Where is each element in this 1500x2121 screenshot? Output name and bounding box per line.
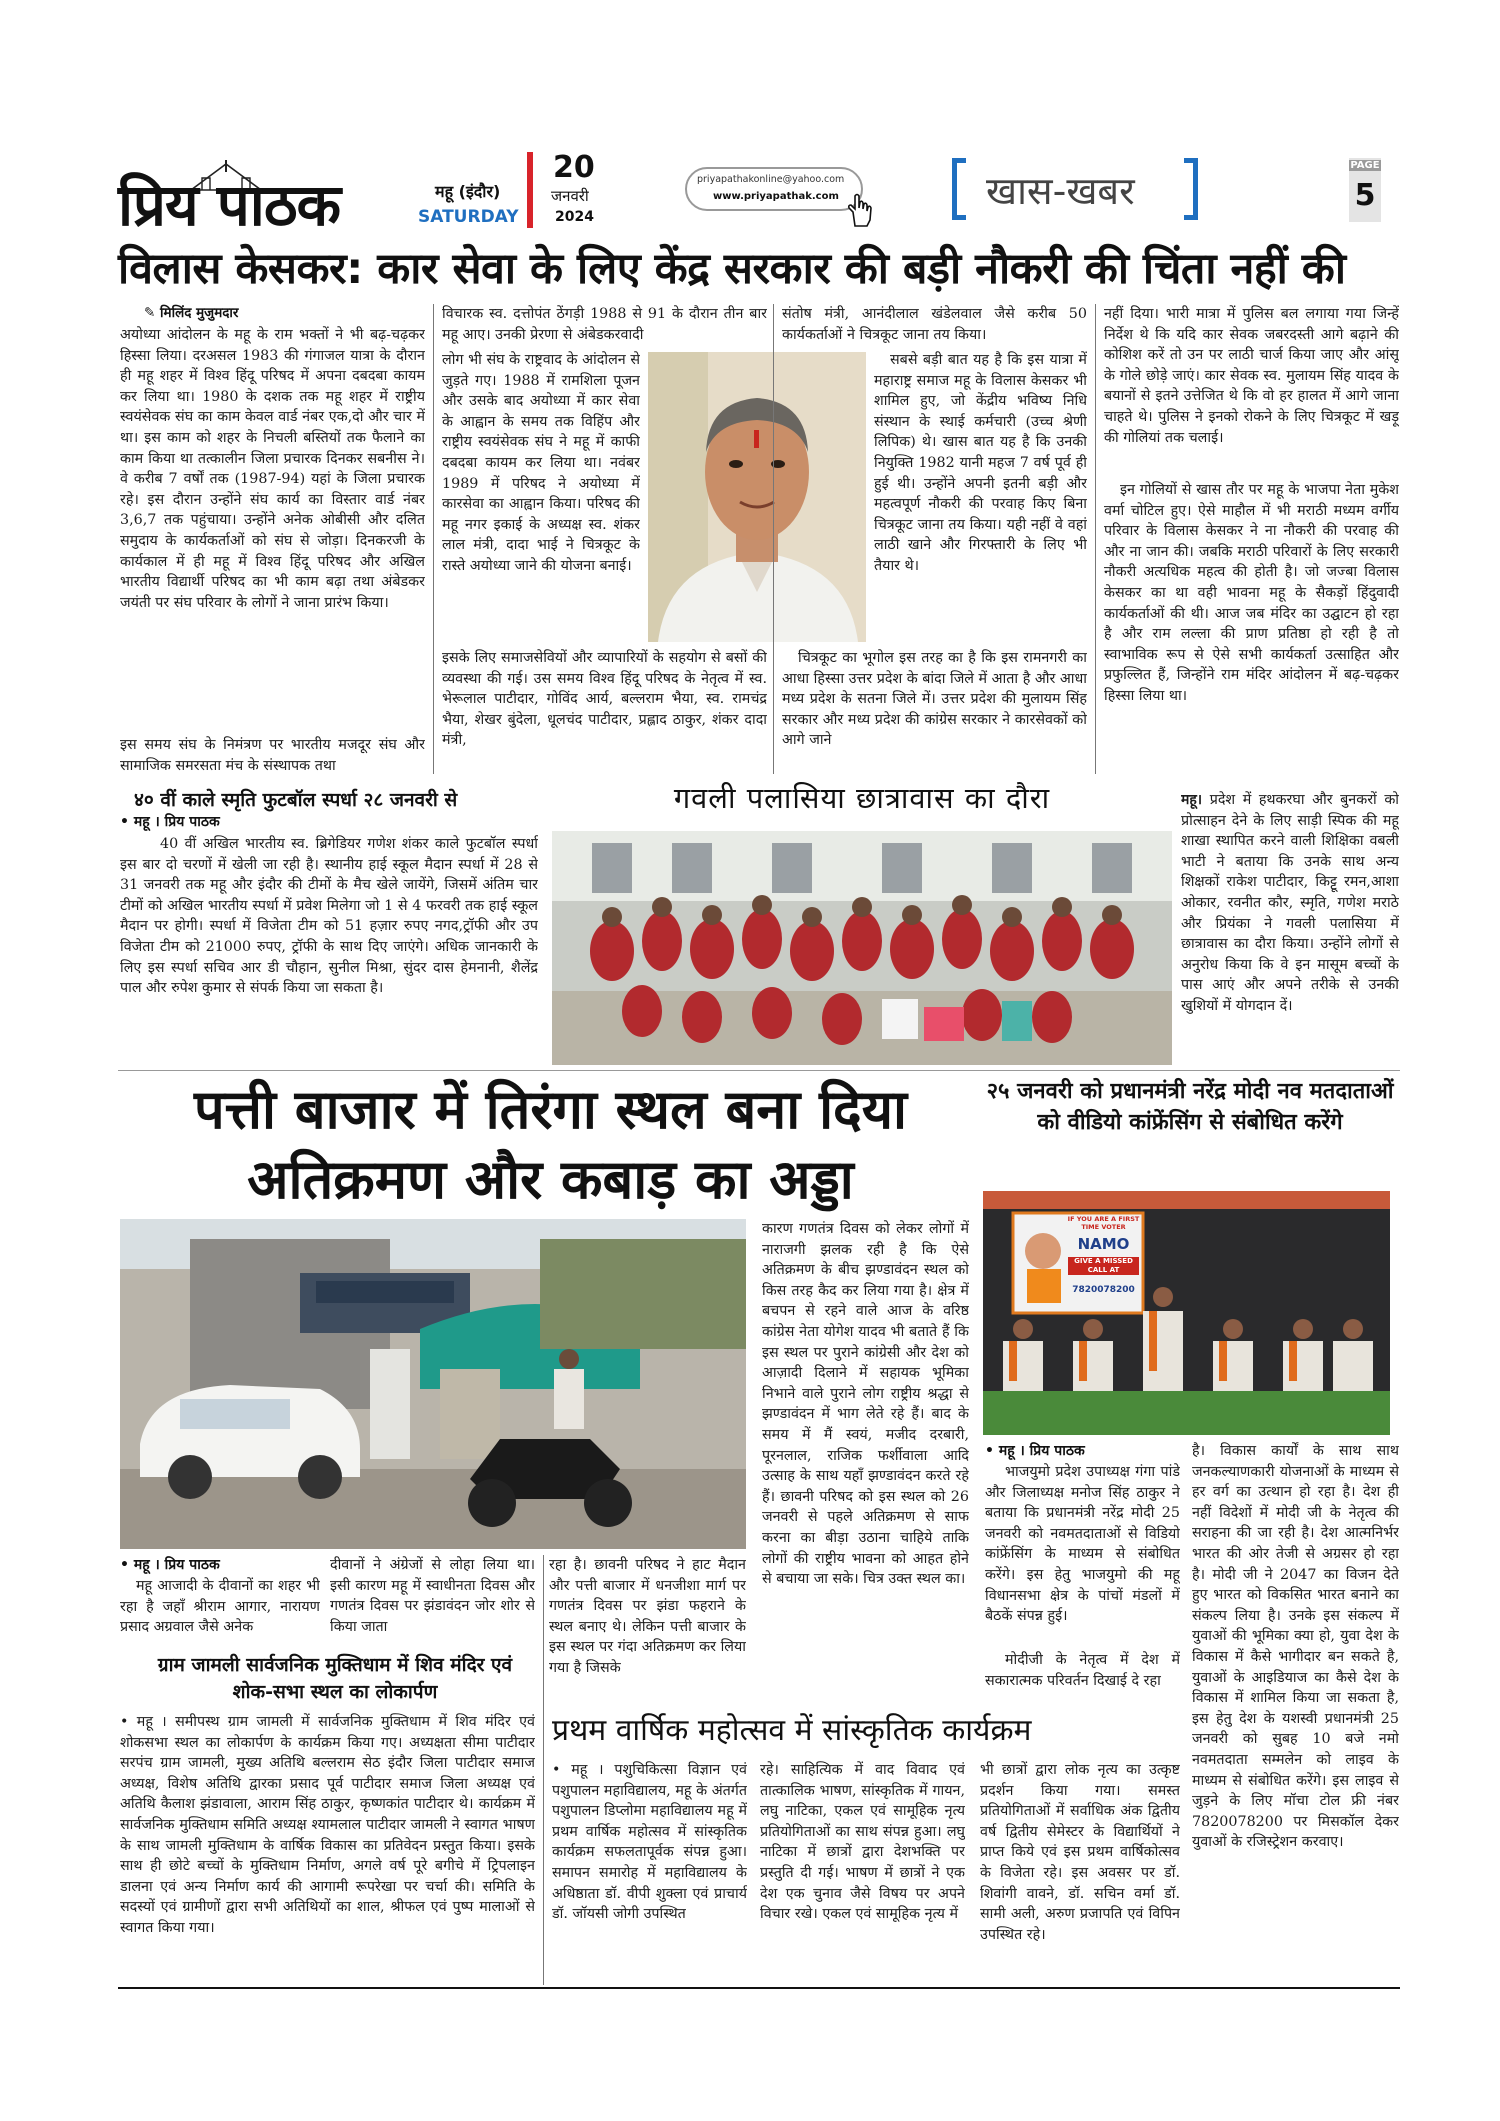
- divider-mid: [118, 1070, 1400, 1071]
- tiranga-col2: दीवानों ने अंग्रेजों से लोहा लिया था। इसी कारण महू में स्वाधीनता दिवस और गणतंत्र दिवस पर झंडावंदन जोर शोर से किया जाता: [330, 1557, 535, 1635]
- tiranga-credit: • महू । प्रिय पाठक: [120, 1557, 220, 1573]
- lead-col3c: चित्रकूट का भूगोल इस तरह का है कि इस रामनगरी का आधा हिस्सा उत्तर प्रदेश के बांदा जिले में आता है और आधा मध्य प्रदेश के सतना जिले में। उत्तर प्रदेश की मुलायम सिंह सरकार और मध्य प्रदेश की कांग्रेस सरकार ने कारसेवकों को आगे जाने: [782, 650, 1087, 749]
- jamli-headline: ग्राम जामली सार्वजनिक मुक्तिधाम में शिव मंदिर एवं शोक-सभा स्थल का लोकार्पण: [157, 1654, 513, 1703]
- date-year: 2024: [555, 209, 594, 225]
- hand-pointer-icon: [845, 192, 875, 228]
- logo-text: प्रिय पाठक: [118, 171, 341, 239]
- annual-col2: रहे। साहित्यिक में वाद विवाद एवं तात्कालिक भाषण, सांस्कृतिक में गायन, लघु नाटिका, एकल एवं सामूहिक नृत्य प्रतियोगिताओं का साथ संपन्न हुआ। लघु नाटिका में छात्रों द्वारा देशभक्ति पर प्रस्तुति दी गई। भाषण में छात्रों ने एक देश एक चुनाव जैसे विषय पर अपने विचार रखे। एकल एवं सामूहिक नृत्य में: [760, 1762, 965, 1923]
- hostel-headline: गवली पलासिया छात्रावास का दौरा: [673, 781, 1051, 815]
- edition-day: SATURDAY: [418, 207, 519, 227]
- date-divider: [527, 152, 533, 228]
- portrait-photo: [648, 352, 866, 642]
- bottom-rule: [118, 1987, 1400, 1989]
- page-number: 5: [1354, 178, 1376, 213]
- banner-namo: NAMO: [1077, 1235, 1130, 1253]
- tiranga-col4: कारण गणतंत्र दिवस को लेकर लोगों में नाराजगी झलक रही है कि ऐसे अतिक्रमण के बीच झण्डावंदन स्थल को किस तरह कैद कर लिया गया है। क्षेत्र में बचपन से रहने वाले आज के वरिष्ठ कांग्रेस नेता योगेश यादव भी बताते हैं कि इस स्थल पर पुराने कांग्रेसी और देश को आज़ादी दिलाने में सहायक भूमिका निभाने वाले पुराने लोग राष्ट्रीय श्रद्धा से झण्डावंदन में भाग लेते रहे हैं। बाद के समय में मैं स्वयं, मजीद दरबारी, पूरनलाल, राजिक फर्शीवाला आदि उत्साह के साथ यहाँ झण्डावंदन करते रहे हैं। छावनी परिषद को इस स्थल को 26 जनवरी से पहले अतिक्रमण से साफ करना का बीड़ा उठाना चाहिये ताकि लोगों की राष्ट्रीय भावना को आहत होने से बचाया जा सके। चित्र उक्त स्थल का।: [762, 1221, 969, 1588]
- annual-headline: प्रथम वार्षिक महोत्सव में सांस्कृतिक कार्यक्रम: [552, 1713, 1032, 1748]
- lead-col2c: इसके लिए समाजसेवियों और व्यापारियों के सहयोग से बसों की व्यवस्था की गई। उस समय विश्व हिंदू परिषद के नेतृत्व में स्व. भेरूलाल पाटीदार, गोविंद आर्य, बल्लराम भैया, स्व. रामचंद्र भैया, शेखर बुंदेला, धूलचंद पाटीदार, प्रह्लाद ठाकुर, शंकर दादा मंत्री,: [442, 650, 767, 749]
- lead-divider-1: [433, 304, 434, 774]
- modi-col1b: मोदीजी के नेतृत्व में देश में सकारात्मक परिवर्तन दिखाई दे रहा: [985, 1652, 1180, 1689]
- section-bracket-left: [952, 158, 966, 220]
- contact-website[interactable]: www.priyapathak.com: [713, 191, 839, 202]
- modi-headline: २५ जनवरी को प्रधानमंत्री नरेंद्र मोदी नव मतदाताओं को वीडियो कांफ्रेंसिंग से संबोधित करेंगे: [986, 1078, 1394, 1135]
- lead-col1b: इस समय संघ के निमंत्रण पर भारतीय मजदूर संघ और सामाजिक समरसता मंच के संस्थापक तथा: [120, 737, 425, 774]
- tiranga-col1: महू आजादी के दीवानों का शहर भी रहा है जहाँ श्रीराम आगार, नारायण प्रसाद अग्रवाल जैसे अनेक: [120, 1578, 320, 1636]
- hostel-place: महू।: [1181, 792, 1203, 808]
- lead-divider-3: [1095, 304, 1096, 774]
- football-credit: • महू । प्रिय पाठक: [120, 814, 220, 830]
- hostel-text: प्रदेश में हथकरघा और बुनकरों को प्रोत्साहन देने के लिए साड़ी स्पिक की महू शाखा स्थापित करने वाली शिक्षिका वबली भाटी ने बताया कि उनके साथ अन्य शिक्षकों राकेश पाटीदार, किट्टू रमन,आशा ओकार, रवनीत कौर, स्मृति, गणेश मराठे और प्रियंका ने गवली पलासिया में छात्रावास का दौरा किया। उन्होंने लोगों से अनुरोध किया कि वे इन मासूम बच्चों के पास आएं और अपने तरीके से उनकी खुशियों में योगदान दें।: [1181, 792, 1399, 1014]
- banner-top-text: IF YOU ARE A FIRST TIME VOTER: [1067, 1215, 1140, 1231]
- masthead: [0, 0, 1500, 240]
- annual-col3: भी छात्रों द्वारा लोक नृत्य का उत्कृष्ट प्रदर्शन किया गया। समस्त प्रतियोगिताओं में सर्वाधिक अंक द्वितीय वर्ष द्वितीय सेमेस्टर के विद्यार्थियों ने प्राप्त किये एवं इस प्रथम वार्षिकोत्सव के विजेता रहे। इस अवसर पर डॉ. शिवांगी वावने, डॉ. सचिन वर्मा डॉ. सामी अली, अरुण प्रजापति एवं विपिन उपस्थित रहे।: [980, 1762, 1180, 1943]
- lead-col2b: लोग भी संघ के राष्ट्रवाद के आंदोलन से जुड़ते गए। 1988 में रामशिला पूजन और उसके बाद अयोध्या में कार सेवा के आह्वान के समय तक विहिंप और राष्ट्रीय स्वयंसेवक संघ ने महू में काफी दबदबा कायम कर लिया था। नवंबर 1989 में परिषद ने अयोध्या में कारसेवा का आह्वान किया। परिषद की महू नगर इकाई के अध्यक्ष स्व. शंकर लाल मंत्री, दादा भाई ने चित्रकूट के रास्ते अयोध्या जाने की योजना बनाई।: [442, 352, 640, 574]
- banner-number: 7820078200: [1072, 1285, 1135, 1295]
- tiranga-col3: रहा है। छावनी परिषद ने हाट मैदान और पत्ती बाजार में धनजीशा मार्ग पर गणतंत्र दिवस पर झंडा फहराने के स्थल बनाए थे। लेकिन पत्ती बाजार के इस स्थल पर गंदा अतिक्रमण कर लिया गया है जिसके: [549, 1557, 746, 1676]
- modi-meeting-photo: [983, 1191, 1390, 1435]
- lead-col4: नहीं दिया। भारी मात्रा में पुलिस बल लगाया गया जिन्हें निर्देश थे कि यदि कार सेवक जबरदस्ती आगे बढ़ाने की कोशिश करें तो उन पर लाठी चार्ज किया जाए और आंसू के गोले छोड़े जाएं। कार सेवक स्व. मुलायम सिंह यादव के बयानों से इतने उत्तेजित थे कि वो हर हालत में आगे जाना चाहते थे। पुलिस ने इनको रोकने के लिए चित्रकूट में खड़ू की गोलियां तक चलाई।: [1104, 306, 1399, 446]
- lead-headline: विलास केसकर: कार सेवा के लिए केंद्र सरकार की बड़ी नौकरी की चिंता नहीं की: [118, 244, 1346, 294]
- lead-byline: [144, 303, 238, 321]
- lead-col1: अयोध्या आंदोलन के महू के राम भक्तों ने भी बढ़-चढ़कर हिस्सा लिया। दरअसल 1983 की गंगाजल यात्रा के दौरान ही महू शहर में विश्व हिंदू परिषद में अपना दबदबा कायम कर लिया था। 1980 के दशक तक महू शहर में राष्ट्रीय स्वयंसेवक संघ का काम केवल वार्ड नंबर एक,दो और चार में था। इस काम को शहर के निचली बस्तियों तक फैलाने का काम किया था तत्कालीन जिला प्रचारक दिनकर सबनीस ने। वे करीब 7 वर्षों तक (1987-94) यहां के जिला प्रचारक रहे। इस दौरान उन्होंने संघ कार्य का विस्तार वार्ड नंबर 3,6,7 तक पहुंचाया। उन्होंने अनेक ओबीसी और दलित समुदाय के कार्यकर्ताओं को संघ से जोड़ा। दिनकरजी के कार्यकाल में ही महू में विश्व हिंदू परिषद और अखिल भारतीय विद्यार्थी परिषद का भी काम बढ़ा तथा अंबेडकर जयंती पर संघ परिवार के लोगों ने जाना प्रारंभ किया।: [120, 327, 425, 611]
- section-label: खास-खबर: [986, 169, 1135, 213]
- logo: [118, 158, 368, 240]
- banner-call: GIVE A MISSED CALL AT: [1068, 1257, 1139, 1275]
- hostel-body: [1181, 790, 1399, 1066]
- jamli-body: • महू । समीपस्थ ग्राम जामली में सार्वजनिक मुक्तिधाम में शिव मंदिर एवं शोकसभा स्थल का लोकार्पण के कार्यक्रम किया गए। अध्यक्षता सीमा पाटीदार सरपंच ग्राम जामली, मुख्य अतिथि बल्लराम सेठ इंदौर जिला पाटीदार समाज अध्यक्ष, विशेष अतिथि द्वारका प्रसाद पूर्व पाटीदार समाज जिला अध्यक्ष एवं अतिथि कैलाश झंडावाला, आराम सिंह ठाकुर, कृष्णकांत पाटीदार थे। कार्यक्रम में सार्वजनिक मुक्तिधाम समिति अध्यक्ष श्यामलाल पाटीदार जामली ने स्वागत भाषण के साथ जामली मुक्तिधाम के वार्षिक विकास का प्रतिवेदन प्रस्तुत किया। इसके साथ ही छोटे बच्चों के मुक्तिधाम निर्माण, अगले वर्ष पूरे बगीचे में ट्रिपलाइन डालना एवं अन्य निर्माण कार्य की आगामी रूपरेखा पर चर्चा की। समिति के सदस्यों एवं ग्रामीणों द्वारा सभी अतिथियों का शाल, श्रीफल एवं पुष्प मालाओं से स्वागत किया गया।: [120, 1714, 535, 1936]
- contact-email[interactable]: priyapathakonline@yahoo.com: [697, 174, 845, 185]
- lead-col3a: संतोष मंत्री, आनंदीलाल खंडेलवाल जैसे करीब 50 कार्यकर्ताओं ने चित्रकूट जाना तय किया।: [782, 306, 1087, 343]
- namo-banner: [1066, 1213, 1141, 1313]
- contact-bubble: [685, 167, 863, 211]
- date-day-number: 20: [553, 150, 595, 185]
- page-label: PAGE: [1350, 160, 1380, 171]
- modi-col2: है। विकास कार्यों के साथ साथ जनकल्याणकारी योजनाओं के माध्यम से हर वर्ग का उत्थान हो रहा है। देश ही नहीं विदेशों में मोदी जी के नेतृत्व की सराहना की जा रही है। देश आत्मनिर्भर भारत की ओर तेजी से अग्रसर हो रहा है। मोदी जी ने 2047 का विजन देते हुए भारत को विकसित भारत बनाने का संकल्प लिया है। उनके इस संकल्प में युवाओं की भूमिका क्या हो, युवा देश के विकास में कैसे भागीदार बन सकते है, युवाओं के आइडियाज का कैसे देश के विकास में शामिल किया जा सकता है, इस हेतु देश के यशस्वी प्रधानमंत्री 25 जनवरी को सुबह 10 बजे नमो नवमतदाता सम्मलेन को लाइव के माध्यम से संबोधित करेंगे। इस लाइव से जुड़ने के लिए मॉचा टोल फ्री नंबर 7820078200 पर मिसकॉल देकर युवाओं के रजिस्ट्रेशन करवाए।: [1192, 1443, 1399, 1851]
- page-number-box: [1349, 158, 1381, 222]
- lead-col2a: विचारक स्व. दत्तोपंत ठेंगड़ी 1988 से 91 के दौरान तीन बार महू आए। उनकी प्रेरणा से अंबेडकरवादी: [442, 306, 767, 343]
- lead-divider-2: [773, 304, 774, 774]
- tiranga-headline-1: पत्ती बाजार में तिरंगा स्थल बना दिया: [193, 1078, 908, 1141]
- date-month: जनवरी: [551, 187, 589, 205]
- byline-name: मिलिंद मुजुमदार: [160, 305, 239, 321]
- football-body: 40 वीं अखिल भारतीय स्व. ब्रिगेडियर गणेश शंकर काले फुटबॉल स्पर्धा इस बार दो चरणों में खेली जा रही है। स्थानीय हाई स्कूल मैदान स्पर्धा में 28 से 31 जनवरी तक महू और इंदौर की टीमों के मैच खेले जायेंगे, जिसमें अंतिम चार टीमों को अखिल भारतीय स्पर्धा में प्रवेश मिलेगा जो 1 से 4 फरवरी तक हाई स्कूल मैदान पर होगी। स्पर्धा में विजेता टीम को 51 हज़ार रुपए नगद,ट्रॉफी और उप विजेता टीम को 21000 रुपए, ट्रॉफी के साथ दिए जाएंगे। अधिक जानकारी के लिए इस स्पर्धा सचिव आर डी चौहान, सुनील मिश्रा, सुंदर दास हेमनानी, शैलेंद्र पाल और रुपेश कुमार से संपर्क किया जा सकता है।: [120, 836, 538, 997]
- modi-col1: भाजयुमो प्रदेश उपाध्यक्ष गंगा पांडे और जिलाध्यक्ष मनोज सिंह ठाकुर ने बताया कि प्रधानमंत्री नरेंद्र मोदी 25 जनवरी को नवमतदाताओं से विडियो कांफ्रेंसिंग के माध्यम से संबोधित करेंगे। इस हेतु भाजयुमो की महू विधानसभा क्षेत्र के पांचों मंडलों में बैठकें संपन्न हुई।: [985, 1464, 1180, 1625]
- section-bracket-right: [1184, 158, 1198, 220]
- edition-city: महू (इंदौर): [435, 182, 501, 201]
- lead-col4b: इन गोलियों से खास तौर पर महू के भाजपा नेता मुकेश वर्मा चोटिल हुए। ऐसे माहौल में भी मराठी मध्यम वर्गीय परिवार के विलास केसकर ने ना नौकरी की परवाह की और ना जान की। जबकि मराठी परिवारों के लिए सरकारी नौकरी अत्यधिक महत्व की होती है। जो जज्बा विलास केसकर का था वही भावना महू के सैकड़ों हिंदुवादी कार्यकर्ताओं की थी। आज जब मंदिर का उद्घाटन हो रहा है और राम लल्ला की प्राण प्रतिष्ठा हो रही है तो स्वाभाविक रूप से ऐसे सभी कार्यकर्ता उत्साहित और प्रफुल्लित हैं, जिन्होंने राम मंदिर आंदोलन में बढ़-चढ़कर हिस्सा लिया था।: [1104, 482, 1399, 704]
- football-headline: ४० वीं काले स्मृति फुटबॉल स्पर्धा २८ जनवरी से: [134, 789, 458, 811]
- tiranga-divider: [543, 1555, 544, 1985]
- tiranga-headline-2: अतिक्रमण और कबाड़ का अड्डा: [247, 1148, 854, 1211]
- modi-credit: • महू । प्रिय पाठक: [985, 1443, 1085, 1459]
- pen-icon: ✎: [144, 305, 161, 321]
- annual-col1: • महू । पशुचिकित्सा विज्ञान एवं पशुपालन महाविद्यालय, महू के अंतर्गत पशुपालन डिप्लोमा महाविद्यालय महू में प्रथम वार्षिक महोत्सव में सांस्कृतिक कार्यक्रम सफलतापूर्वक संपन्न हुआ। समापन समारोह में महाविद्यालय के अधिष्ठाता डॉ. वीपी शुक्ला एवं प्राचार्य डॉ. जॉयसी जोगी उपस्थित: [552, 1762, 747, 1923]
- lead-col3b: सबसे बड़ी बात यह है कि इस यात्रा में महाराष्ट्र समाज महू के विलास केसकर भी शामिल हुए, जो केंद्रीय भविष्य निधि संस्थान के स्थाई कर्मचारी (उच्च श्रेणी लिपिक) थे। खास बात यह है कि उनकी नियुक्ति 1982 यानी महज 7 वर्ष पूर्व ही हुई थी। उन्होंने अपनी इतनी बड़ी और महत्वपूर्ण नौकरी की परवाह किए बिना चित्रकूट जाना तय किया। यही नहीं वे वहां लाठी खाने और गिरफ्तारी के लिए भी तैयार थे।: [874, 352, 1087, 574]
- hostel-group-photo: [552, 831, 1172, 1065]
- tiranga-site-photo: [120, 1219, 746, 1549]
